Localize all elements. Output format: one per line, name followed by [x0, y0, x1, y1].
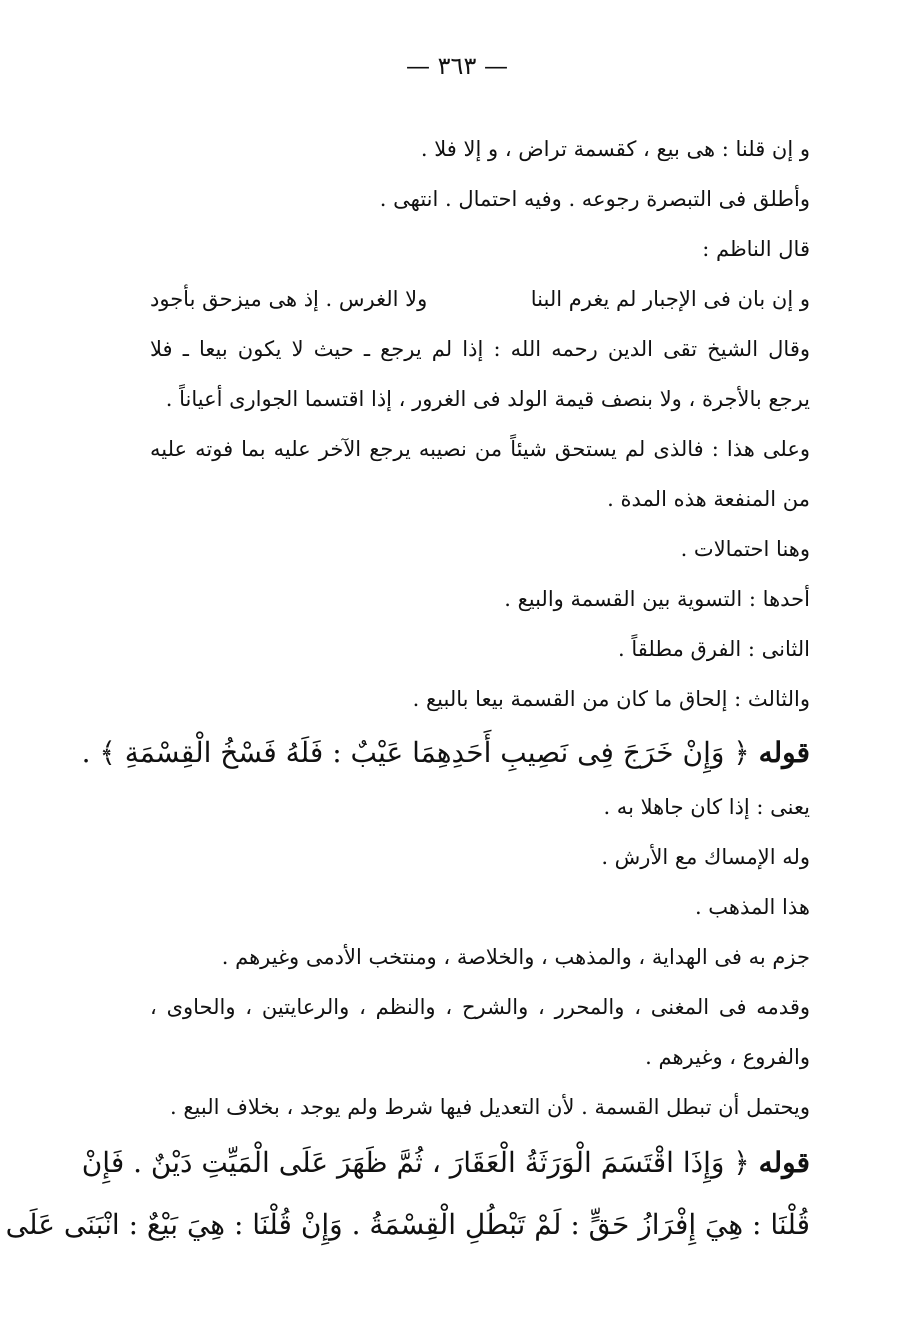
- text-line-14: هذا المذهب .: [694, 895, 810, 919]
- text-line-12: يعنى : إذا كان جاهلا به .: [603, 795, 810, 819]
- quote-line-2: [81, 1132, 810, 1194]
- verse-line: [150, 274, 810, 324]
- text-line-5: يرجع بالأجرة ، ولا بنصف قيمة الولد فى الغرور ، إذا اقتسما الجوارى أعياناً .: [165, 387, 810, 411]
- text-line-3: قال الناظم :: [702, 237, 810, 261]
- quote-text-1: ﴿ وَإِنْ خَرَجَ فِى نَصِيبِ أَحَدِهِمَا عَيْبٌ : فَلَهُ فَسْخُ الْقِسْمَةِ ﴾ .: [81, 736, 750, 769]
- qawluh-label-2: قوله: [758, 1146, 810, 1179]
- text-line-17: والفروع ، وغيرهم .: [645, 1045, 810, 1069]
- quote-line-1: [81, 724, 810, 782]
- quote-line-3: قُلْنَا : هِيَ إِفْرَازُ حَقٍّ : لَمْ تَبْطُلِ الْقِسْمَةُ . وَإِنْ قُلْنَا : هِيَ بَيْعٌ : انْبَنَى عَلَى: [5, 1208, 810, 1241]
- text-line-1: و إن قلنا : هى بيع ، كقسمة تراض ، و إلا فلا .: [420, 137, 810, 161]
- text-line-18: ويحتمل أن تبطل القسمة . لأن التعديل فيها شرط ولم يوجد ، بخلاف البيع .: [170, 1095, 810, 1119]
- text-line-6: وعلى هذا : فالذى لم يستحق شيئاً من نصيبه يرجع الآخر عليه بما فوته عليه: [150, 437, 810, 461]
- body-text: [5, 124, 810, 1256]
- page-number: — ٣٦٣ —: [406, 52, 508, 80]
- text-line-9: أحدها : التسوية بين القسمة والبيع .: [504, 587, 810, 611]
- text-line-10: الثانى : الفرق مطلقاً .: [618, 637, 810, 661]
- text-line-13: وله الإمساك مع الأرش .: [601, 845, 810, 869]
- text-line-2: وأطلق فى التبصرة رجوعه . وفيه احتمال . انتهى .: [379, 187, 810, 211]
- verse-first-half: و إن بان فى الإجبار لم يغرم البنا: [530, 287, 810, 311]
- text-line-11: والثالث : إلحاق ما كان من القسمة بيعا بالبيع .: [412, 687, 810, 711]
- qawluh-label: قوله: [758, 736, 810, 769]
- quote-text-2: ﴿ وَإِذَا اقْتَسَمَ الْوَرَثَةُ الْعَقَارَ ، ثُمَّ ظَهَرَ عَلَى الْمَيِّتِ دَيْنٌ . فَإِنْ: [81, 1146, 750, 1179]
- text-line-16: وقدمه فى المغنى ، والمحرر ، والشرح ، والنظم ، والرعايتين ، والحاوى ،: [150, 995, 810, 1019]
- text-line-4: وقال الشيخ تقى الدين رحمه الله : إذا لم يرجع ـ حيث لا يكون بيعا ـ فلا: [150, 337, 810, 361]
- text-line-7: من المنفعة هذه المدة .: [607, 487, 810, 511]
- text-line-15: جزم به فى الهداية ، والمذهب ، والخلاصة ، ومنتخب الأدمى وغيرهم .: [221, 945, 810, 969]
- verse-second-half: ولا الغرس . إذ هى ميزحق بأجود: [150, 287, 428, 311]
- text-line-8: وهنا احتمالات .: [680, 537, 810, 561]
